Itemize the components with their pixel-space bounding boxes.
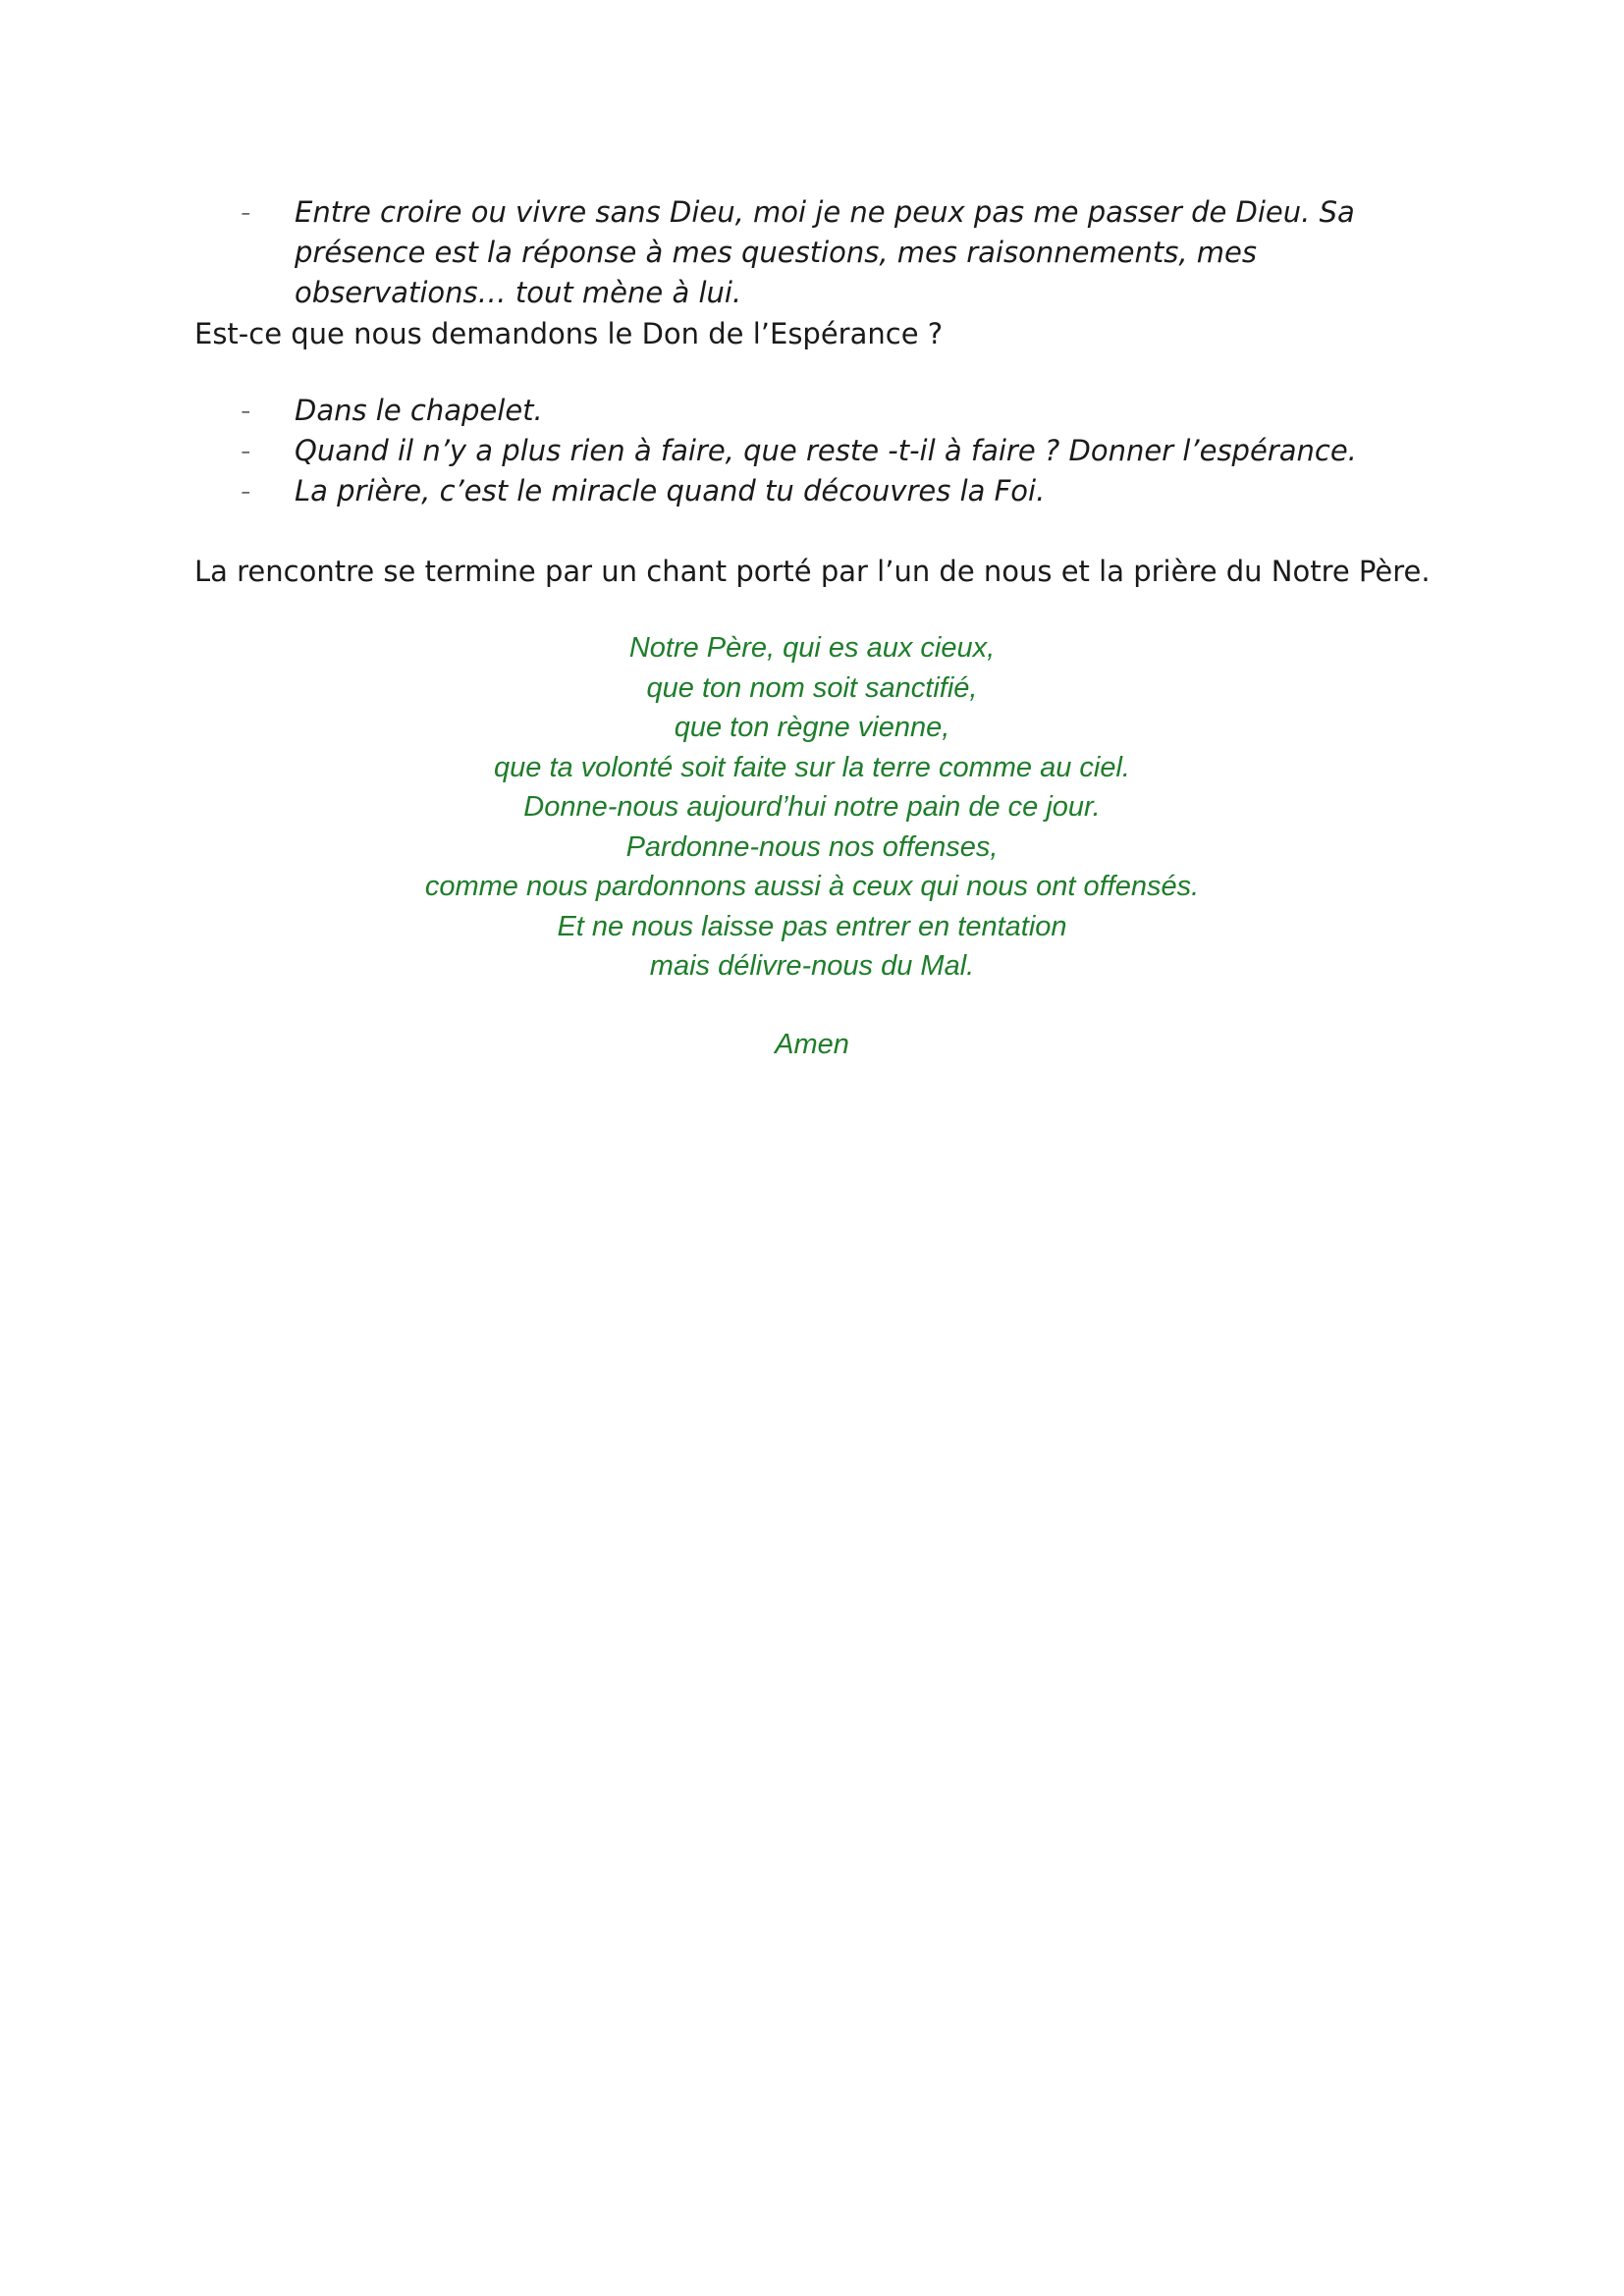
reflection-list — [241, 192, 1448, 313]
prayer-line: Pardonne-nous nos offenses, — [625, 830, 999, 863]
prayer-line: Et ne nous laisse pas entrer en tentation — [557, 910, 1067, 942]
notre-pere-prayer — [0, 628, 1624, 987]
list-item-text: Dans le chapelet. — [295, 394, 543, 427]
bullet-dash: - — [241, 474, 251, 507]
prayer-line: Donne-nous aujourd’hui notre pain de ce jour. — [523, 791, 1101, 823]
list-item-text: Entre croire ou vivre sans Dieu, moi je ne peux pas me passer de Dieu. Sa présence est la réponse à mes questions, mes raisonnements, mes observations… tout mène à lui. — [295, 195, 1355, 309]
list-item — [241, 391, 1448, 431]
list-item — [241, 192, 1448, 313]
bullet-dash: - — [241, 195, 251, 229]
list-item — [241, 471, 1448, 511]
prayer-line: comme nous pardonnons aussi à ceux qui nous ont offensés. — [424, 871, 1200, 902]
prayer-line: que ton nom soit sanctifié, — [646, 671, 978, 704]
prayer-line: Notre Père, qui es aux cieux, — [628, 632, 996, 664]
closing-paragraph: La rencontre se termine par un chant porté par l’un de nous et la prière du Notre Père. — [194, 555, 1431, 588]
list-item-text: La prière, c’est le miracle quand tu découvres la Foi. — [295, 474, 1046, 507]
list-item — [241, 431, 1448, 471]
prayer-line: mais délivre-nous du Mal. — [649, 950, 975, 982]
answers-list — [241, 391, 1448, 511]
question-paragraph: Est-ce que nous demandons le Don de l’Espérance ? — [194, 317, 944, 350]
bullet-dash: - — [241, 434, 251, 467]
prayer-amen: Amen — [775, 1029, 849, 1060]
prayer-line: que ta volonté soit faite sur la terre comme au ciel. — [494, 751, 1130, 783]
prayer-line: que ton règne vienne, — [674, 712, 950, 743]
list-item-text: Quand il n’y a plus rien à faire, que reste -t-il à faire ? Donner l’espérance. — [295, 434, 1357, 467]
bullet-dash: - — [241, 394, 251, 427]
